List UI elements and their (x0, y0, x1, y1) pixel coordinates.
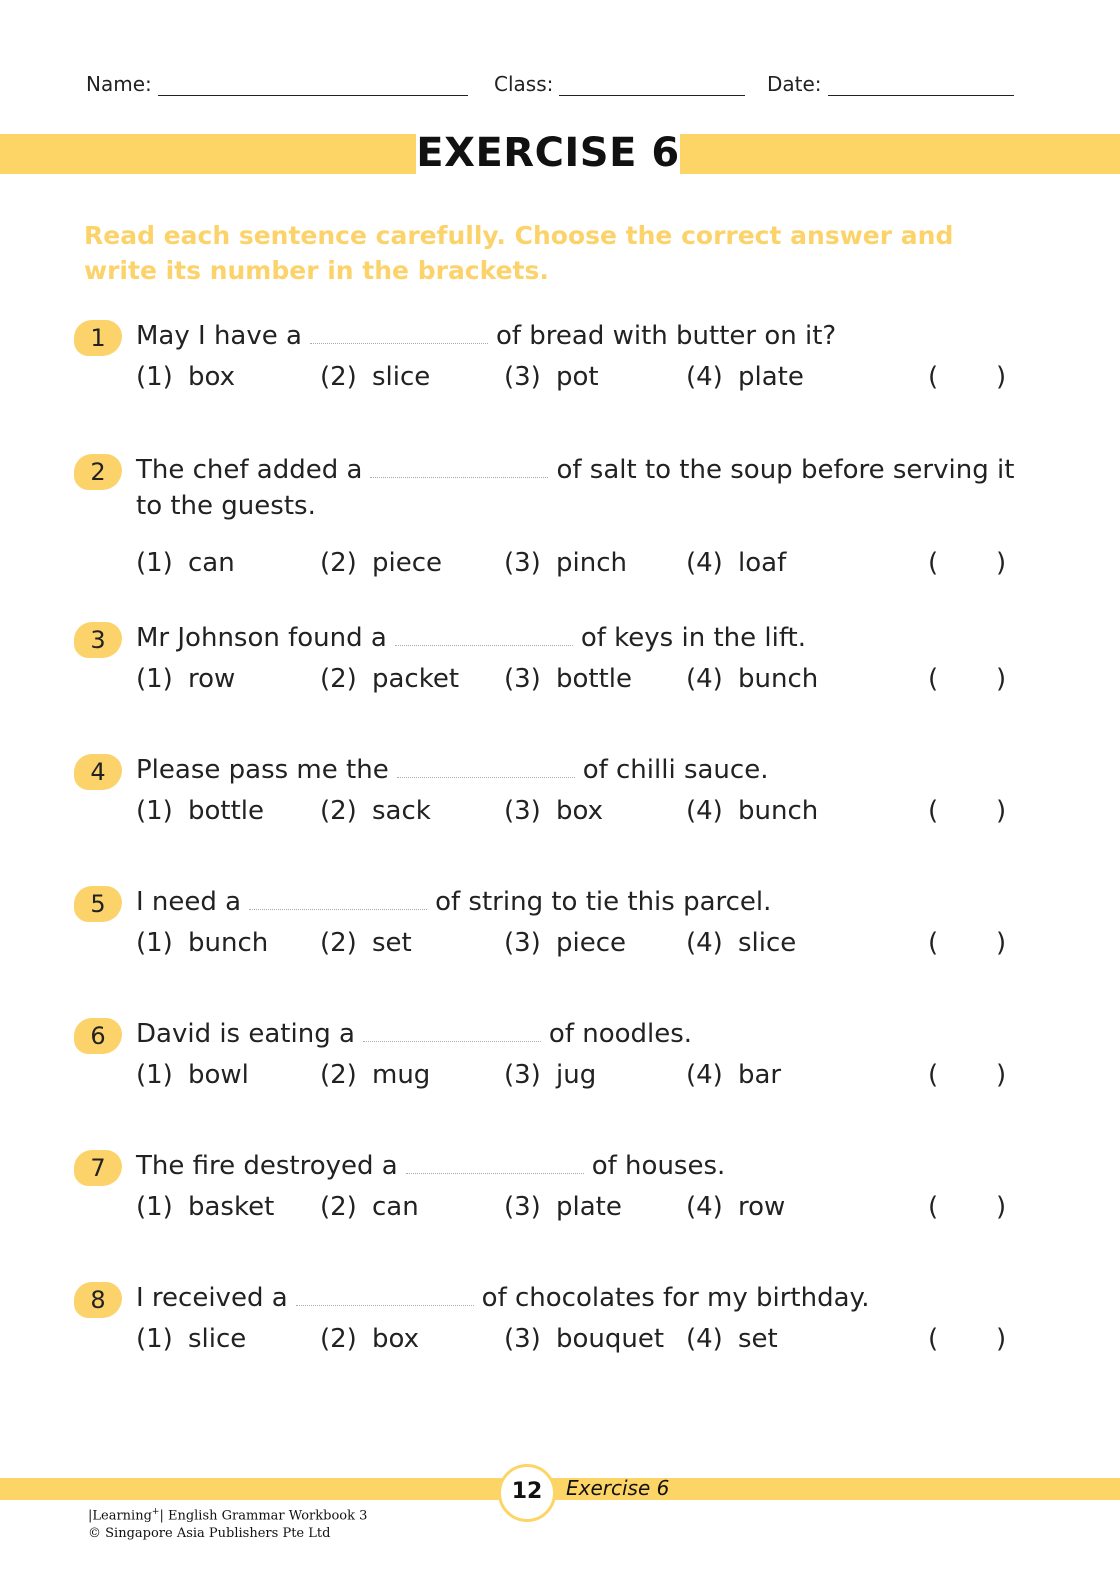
option-1[interactable] (136, 796, 264, 826)
option-3[interactable] (504, 548, 627, 578)
question-text-after: of chilli sauce. (582, 755, 769, 785)
answer-options (136, 664, 1016, 700)
answer-options (136, 1192, 1016, 1228)
name-line (158, 75, 468, 96)
option-number: (3) (504, 1324, 541, 1354)
option-2[interactable] (320, 796, 431, 826)
option-3[interactable] (504, 796, 603, 826)
answer-bracket-open[interactable]: ( (928, 1060, 939, 1090)
question-text-before: May I have a (136, 321, 302, 351)
question-text (136, 1148, 1036, 1184)
question-text (136, 752, 1036, 788)
question-text-before: Mr Johnson found a (136, 623, 387, 653)
option-word: slice (738, 928, 797, 958)
option-word: can (188, 548, 235, 578)
class-label: Class: (494, 72, 554, 96)
option-word: pinch (556, 548, 627, 578)
option-4[interactable] (686, 1060, 781, 1090)
answer-blank[interactable] (397, 757, 575, 778)
credit-line-2: © Singapore Asia Publishers Pte Ltd (88, 1526, 331, 1542)
option-2[interactable] (320, 928, 412, 958)
option-2[interactable] (320, 1192, 419, 1222)
question-text (136, 318, 1036, 354)
question-text (136, 1280, 1036, 1316)
question-number-badge: 8 (74, 1282, 122, 1318)
option-word: piece (372, 548, 443, 578)
answer-blank[interactable] (406, 1153, 584, 1174)
option-3[interactable] (504, 1060, 596, 1090)
option-4[interactable] (686, 928, 796, 958)
answer-bracket-close[interactable]: ) (996, 928, 1007, 958)
option-2[interactable] (320, 362, 430, 392)
answer-options (136, 548, 1016, 584)
option-word: can (372, 1192, 419, 1222)
answer-options (136, 1060, 1016, 1096)
class-field[interactable] (494, 72, 745, 96)
option-number: (3) (504, 1192, 541, 1222)
question-number-badge: 7 (74, 1150, 122, 1186)
option-2[interactable] (320, 1324, 419, 1354)
option-word: mug (372, 1060, 431, 1090)
question-text-after: of keys in the lift. (580, 623, 806, 653)
option-word: row (188, 664, 236, 694)
option-2[interactable] (320, 1060, 430, 1090)
option-word: set (372, 928, 412, 958)
option-number: (4) (686, 1192, 723, 1222)
option-2[interactable] (320, 664, 459, 694)
answer-blank[interactable] (370, 457, 548, 478)
option-number: (4) (686, 362, 723, 392)
answer-blank[interactable] (363, 1021, 541, 1042)
name-field[interactable] (86, 72, 468, 96)
title-band-right (680, 134, 1120, 174)
question-number-badge: 1 (74, 320, 122, 356)
option-1[interactable] (136, 664, 235, 694)
option-number: (3) (504, 362, 541, 392)
answer-options (136, 928, 1016, 964)
option-1[interactable] (136, 548, 235, 578)
option-number: (2) (320, 1192, 357, 1222)
question-text-after: of salt to the soup before serving it to the guests. (136, 455, 1015, 521)
option-number: (4) (686, 796, 723, 826)
option-3[interactable] (504, 928, 626, 958)
question-text-after: of houses. (591, 1151, 726, 1181)
option-3[interactable] (504, 1324, 664, 1354)
page-number: 12 (498, 1464, 556, 1522)
question-text-before: The fire destroyed a (136, 1151, 398, 1181)
question-text-before: I need a (136, 887, 242, 917)
option-word: jug (556, 1060, 597, 1090)
option-number: (2) (320, 928, 357, 958)
option-word: bouquet (556, 1324, 665, 1354)
option-1[interactable] (136, 1192, 274, 1222)
answer-bracket-close[interactable]: ) (996, 548, 1007, 578)
option-word: packet (372, 664, 460, 694)
option-word: box (188, 362, 235, 392)
page-title: EXERCISE 6 (416, 130, 680, 176)
option-number: (4) (686, 664, 723, 694)
option-word: slice (188, 1324, 247, 1354)
option-1[interactable] (136, 1060, 249, 1090)
title-band (0, 130, 1120, 178)
option-number: (1) (136, 1324, 173, 1354)
option-3[interactable] (504, 1192, 622, 1222)
question-text-after: of bread with butter on it? (495, 321, 837, 351)
option-4[interactable] (686, 796, 818, 826)
option-number: (1) (136, 928, 173, 958)
answer-bracket-open[interactable]: ( (928, 548, 939, 578)
answer-blank[interactable] (395, 625, 573, 646)
answer-bracket-open[interactable]: ( (928, 1324, 939, 1354)
option-number: (2) (320, 1060, 357, 1090)
option-word: bowl (188, 1060, 249, 1090)
option-number: (1) (136, 362, 173, 392)
option-number: (3) (504, 796, 541, 826)
option-1[interactable] (136, 928, 268, 958)
option-number: (3) (504, 1060, 541, 1090)
question-number-badge: 6 (74, 1018, 122, 1054)
footer-exercise-label: Exercise 6 (566, 1476, 670, 1500)
option-4[interactable] (686, 1192, 785, 1222)
answer-bracket-open[interactable]: ( (928, 796, 939, 826)
option-2[interactable] (320, 548, 442, 578)
option-word: bunch (188, 928, 269, 958)
option-word: pot (556, 362, 599, 392)
option-word: row (738, 1192, 786, 1222)
footer-band (0, 1478, 1120, 1500)
option-number: (1) (136, 796, 173, 826)
option-3[interactable] (504, 362, 599, 392)
answer-bracket-open[interactable]: ( (928, 664, 939, 694)
date-field[interactable] (767, 72, 1014, 96)
header-fields (86, 72, 1020, 102)
option-number: (1) (136, 1192, 173, 1222)
question-text-before: Please pass me the (136, 755, 389, 785)
question-text (136, 620, 1036, 656)
option-number: (1) (136, 548, 173, 578)
option-number: (1) (136, 1060, 173, 1090)
option-4[interactable] (686, 1324, 778, 1354)
option-number: (3) (504, 664, 541, 694)
option-word: box (556, 796, 603, 826)
date-line (828, 75, 1014, 96)
option-number: (3) (504, 548, 541, 578)
question-text-after: of string to tie this parcel. (435, 887, 772, 917)
answer-blank[interactable] (249, 889, 427, 910)
answer-options (136, 796, 1016, 832)
option-number: (4) (686, 1324, 723, 1354)
answer-bracket-close[interactable]: ) (996, 362, 1007, 392)
question-text-before: The chef added a (136, 455, 363, 485)
question-text (136, 452, 1036, 524)
option-3[interactable] (504, 664, 632, 694)
question-text (136, 884, 1036, 920)
option-number: (1) (136, 664, 173, 694)
option-1[interactable] (136, 1324, 246, 1354)
question-number-badge: 2 (74, 454, 122, 490)
question-text-after: of chocolates for my birthday. (481, 1283, 870, 1313)
option-word: set (738, 1324, 778, 1354)
option-word: box (372, 1324, 419, 1354)
answer-bracket-open[interactable]: ( (928, 928, 939, 958)
question-number-badge: 5 (74, 886, 122, 922)
publisher-credit (88, 1503, 367, 1543)
name-label: Name: (86, 72, 152, 96)
answer-bracket-close[interactable]: ) (996, 1192, 1007, 1222)
answer-options (136, 1324, 1016, 1360)
answer-blank[interactable] (310, 323, 488, 344)
option-word: bottle (556, 664, 633, 694)
date-label: Date: (767, 72, 822, 96)
option-word: sack (372, 796, 431, 826)
option-number: (4) (686, 548, 723, 578)
option-number: (2) (320, 664, 357, 694)
answer-bracket-open[interactable]: ( (928, 362, 939, 392)
credit-line-1: |Learning+| English Grammar Workbook 3 (88, 1507, 368, 1524)
answer-bracket-close[interactable]: ) (996, 664, 1007, 694)
question-number-badge: 3 (74, 622, 122, 658)
title-band-left (0, 134, 416, 174)
answer-blank[interactable] (296, 1285, 474, 1306)
option-word: plate (556, 1192, 622, 1222)
option-word: bunch (738, 796, 819, 826)
question-text-after: of noodles. (548, 1019, 693, 1049)
option-number: (2) (320, 796, 357, 826)
instructions: Read each sentence carefully. Choose the correct answer and write its number in the brackets. (84, 221, 954, 285)
question-text (136, 1016, 1036, 1052)
option-word: bunch (738, 664, 819, 694)
answer-bracket-close[interactable]: ) (996, 1060, 1007, 1090)
question-text-before: I received a (136, 1283, 288, 1313)
option-4[interactable] (686, 362, 804, 392)
option-word: piece (556, 928, 627, 958)
answer-options (136, 362, 1016, 398)
question-text-before: David is eating a (136, 1019, 355, 1049)
option-word: bottle (188, 796, 265, 826)
question-number-badge: 4 (74, 754, 122, 790)
option-1[interactable] (136, 362, 235, 392)
option-word: bar (738, 1060, 782, 1090)
option-word: basket (188, 1192, 275, 1222)
option-number: (4) (686, 1060, 723, 1090)
answer-bracket-close[interactable]: ) (996, 1324, 1007, 1354)
option-number: (2) (320, 362, 357, 392)
option-number: (3) (504, 928, 541, 958)
option-number: (2) (320, 548, 357, 578)
option-4[interactable] (686, 664, 818, 694)
option-word: slice (372, 362, 431, 392)
class-line (559, 75, 745, 96)
answer-bracket-open[interactable]: ( (928, 1192, 939, 1222)
option-word: loaf (738, 548, 787, 578)
option-number: (2) (320, 1324, 357, 1354)
option-number: (4) (686, 928, 723, 958)
option-word: plate (738, 362, 804, 392)
option-4[interactable] (686, 548, 786, 578)
answer-bracket-close[interactable]: ) (996, 796, 1007, 826)
